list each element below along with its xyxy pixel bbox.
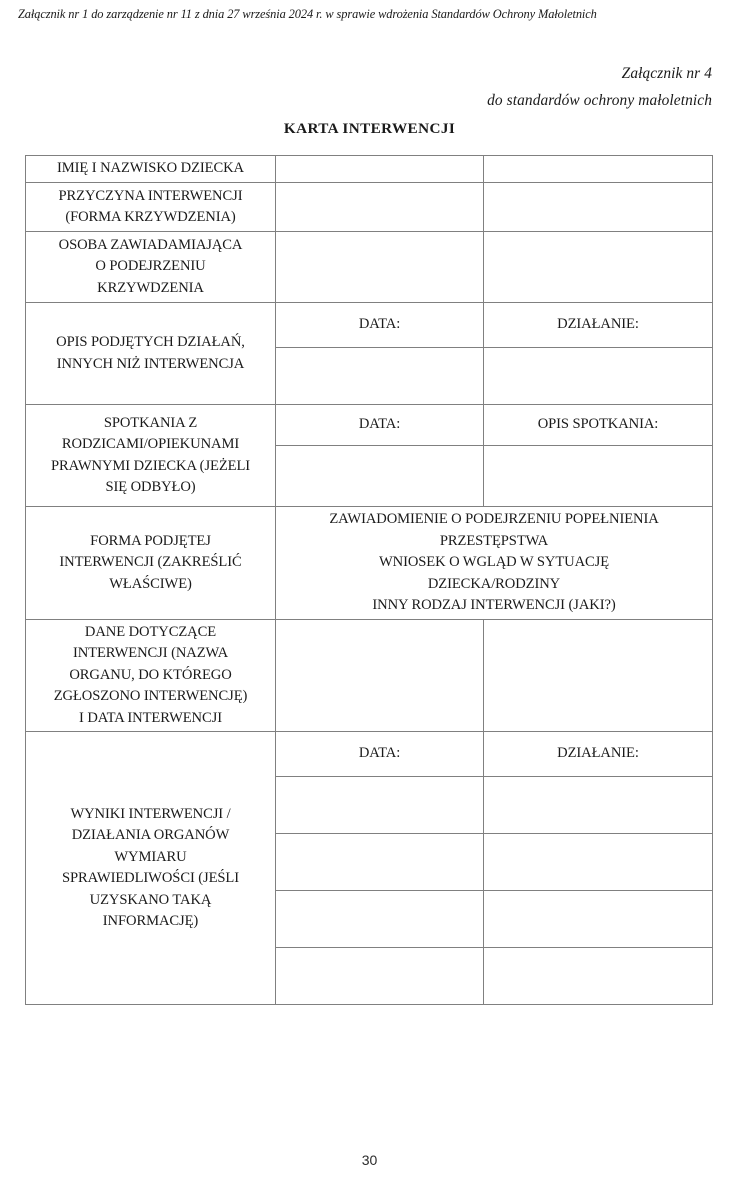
input-cell-meetings-data[interactable] [276,446,484,507]
input-cell-notifying-person-a[interactable] [276,232,484,303]
annex-subtitle: do standardów ochrony małoletnich [487,92,712,109]
column-header-meetings-description: OPIS SPOTKANIA: [484,405,713,446]
column-header-actions-action: DZIAŁANIE: [484,303,713,348]
page-number: 30 [361,1152,378,1168]
row-label-notifying-person: OSOBA ZAWIADAMIAJĄCA O PODEJRZENIU KRZYWDZENIA [26,232,276,303]
option-notify-crime-line1[interactable]: ZAWIADOMIENIE O PODEJRZENIU POPEŁNIENIA [329,511,659,527]
annex-number: Załącznik nr 4 [621,65,712,82]
page-title: KARTA INTERWENCJI [283,120,456,137]
input-cell-results-data-4[interactable] [276,948,484,1005]
intervention-form-options[interactable] [276,507,713,620]
input-cell-results-data-2[interactable] [276,834,484,891]
input-cell-actions-action[interactable] [484,348,713,405]
input-cell-results-action-2[interactable] [484,834,713,891]
row-label-actions-description: OPIS PODJĘTYCH DZIAŁAŃ, INNYCH NIŻ INTERWENCJA [26,303,276,405]
column-header-actions-data: DATA: [276,303,484,348]
input-cell-results-action-1[interactable] [484,777,713,834]
input-cell-intervention-data-b[interactable] [484,619,713,732]
column-header-meetings-data: DATA: [276,405,484,446]
option-family-review-line1[interactable]: WNIOSEK O WGLĄD W SYTUACJĘ [378,554,610,570]
table-row-intervention-data [26,619,713,732]
table-row-intervention-form [26,507,713,620]
option-notify-crime-line2[interactable]: PRZESTĘPSTWA [439,532,549,549]
table-row-intervention-results-header [26,732,713,777]
option-other-intervention[interactable]: INNY RODZAJ INTERWENCJI (JAKI?) [372,597,616,613]
row-label-intervention-reason: PRZYCZYNA INTERWENCJI (FORMA KRZYWDZENIA) [26,183,276,232]
table-row-actions-description-header [26,303,713,348]
input-cell-results-action-3[interactable] [484,891,713,948]
annex-reference-block [18,60,712,114]
table-row-parent-meetings-header [26,405,713,446]
document-header-note: Załącznik nr 1 do zarządzenie nr 11 z dnia 27 września 2024 r. w sprawie wdrożenia Standardów Ochrony Małoletnich [18,7,597,21]
table-row-child-name [26,156,713,183]
input-cell-actions-data[interactable] [276,348,484,405]
option-family-review-line2[interactable]: DZIECKA/RODZINY [427,575,561,592]
column-header-results-data: DATA: [276,732,484,777]
row-label-parent-meetings: SPOTKANIA Z RODZICAMI/OPIEKUNAMI PRAWNYMI DZIECKA (JEŻELI SIĘ ODBYŁO) [26,405,276,507]
input-cell-intervention-data-a[interactable] [276,619,484,732]
input-cell-notifying-person-b[interactable] [484,232,713,303]
input-cell-results-data-1[interactable] [276,777,484,834]
input-cell-results-data-3[interactable] [276,891,484,948]
table-row-notifying-person [26,232,713,303]
input-cell-meetings-description[interactable] [484,446,713,507]
input-cell-child-name-a[interactable] [276,156,484,183]
row-label-child-name: IMIĘ I NAZWISKO DZIECKA [26,156,276,183]
table-row-intervention-reason [26,183,713,232]
column-header-results-action: DZIAŁANIE: [484,732,713,777]
input-cell-intervention-reason-a[interactable] [276,183,484,232]
input-cell-results-action-4[interactable] [484,948,713,1005]
row-label-intervention-form: FORMA PODJĘTEJ INTERWENCJI (ZAKREŚLIĆ WŁAŚCIWE) [26,507,276,620]
input-cell-child-name-b[interactable] [484,156,713,183]
row-label-intervention-results: WYNIKI INTERWENCJI / DZIAŁANIA ORGANÓW WYMIARU SPRAWIEDLIWOŚCI (JEŚLI UZYSKANO TAKĄ INFORMACJĘ) [26,732,276,1005]
row-label-intervention-data: DANE DOTYCZĄCE INTERWENCJI (NAZWA ORGANU, DO KTÓREGO ZGŁOSZONO INTERWENCJĘ) I DATA INTERWENCJI [26,619,276,732]
input-cell-intervention-reason-b[interactable] [484,183,713,232]
intervention-card-table [25,155,713,1005]
